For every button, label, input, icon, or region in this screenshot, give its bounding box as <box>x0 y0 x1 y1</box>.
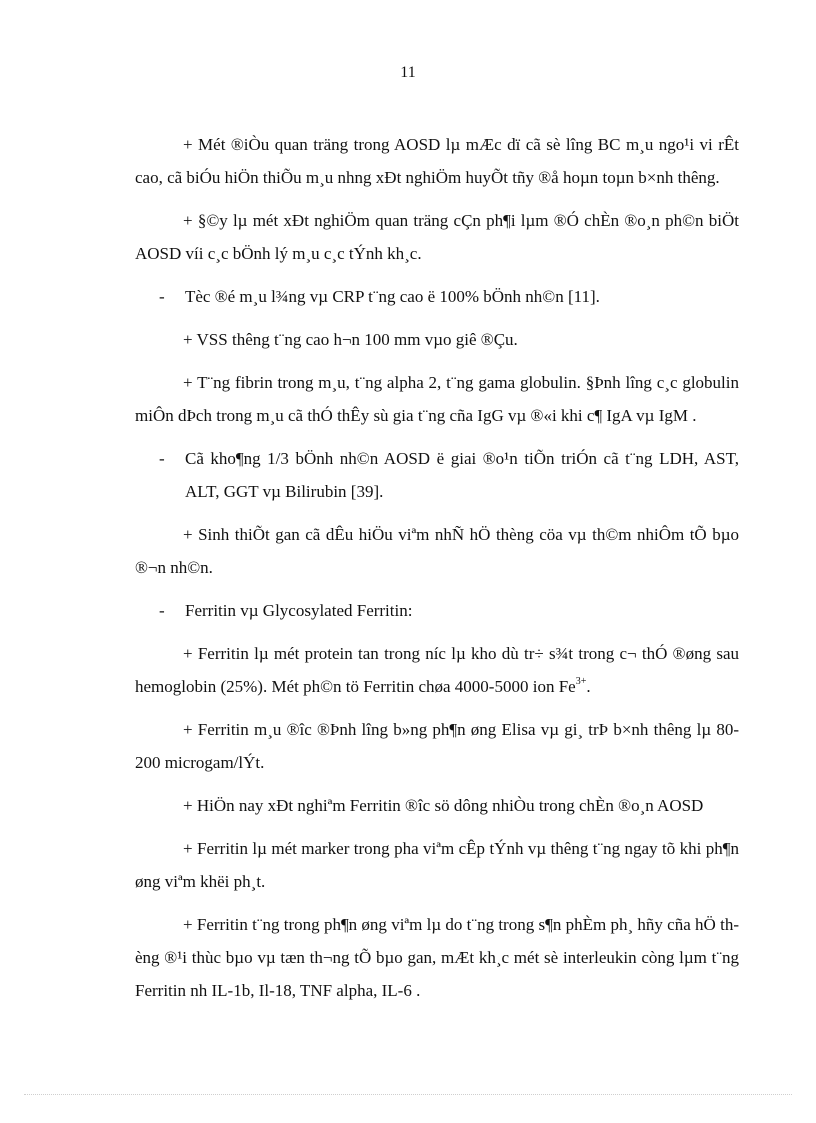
bullet-item <box>135 280 739 313</box>
paragraph-tail: . <box>586 677 591 696</box>
paragraph <box>135 637 739 703</box>
paragraph: + T¨ng fibrin trong m¸u, t¨ng alpha 2, t¨ng gama globulin. §Þnh lîng c¸c globulin miÔn dÞch trong m¸u cã thÓ thÊy sù gia t¨ng cña IgG vµ ®«i khi c¶ IgA vµ IgM . <box>135 373 739 425</box>
paragraph: + VSS thêng t¨ng cao h¬n 100 mm vµo giê ®Çu. <box>183 330 518 349</box>
bullet-text: Tèc ®é m¸u l¾ng vµ CRP t¨ng cao ë 100% bÖnh nh©n [11]. <box>185 287 600 306</box>
bullet-item <box>135 442 739 508</box>
paragraph: + Ferritin t¨ng trong ph¶n øng viªm lµ do t¨ng trong s¶n phÈm ph¸ hñy cña hÖ thèng ®¹i thùc bµo vµ tæn th¬ng tÕ bµo gan, mÆt kh¸c mét sè interleukin còng lµm t¨ng Ferritin nh IL-1b, Il-18, TNF alpha, IL-6 . <box>135 915 739 1000</box>
document-body <box>135 128 739 1017</box>
page-number: 11 <box>400 64 416 81</box>
bullet-item <box>135 594 739 627</box>
bullet-text: Ferritin vµ Glycosylated Ferritin: <box>185 601 413 620</box>
bullet-dash: - <box>159 287 165 306</box>
bullet-text: Cã kho¶ng 1/3 bÖnh nh©n AOSD ë giai ®o¹n tiÕn triÓn cã t¨ng LDH, AST, ALT, GGT vµ Bilirubin [39]. <box>185 449 739 501</box>
paragraph: + Sinh thiÕt gan cã dÊu hiÖu viªm nhÑ hÖ thèng cöa vµ th©m nhiÔm tÕ bµo ®¬n nh©n. <box>135 525 739 577</box>
footer-divider <box>24 1094 792 1095</box>
paragraph: + Ferritin lµ mét marker trong pha viªm cÊp tÝnh vµ thêng t¨ng ngay tõ khi ph¶n øng viªm khëi ph¸t. <box>135 839 739 891</box>
paragraph: + Mét ®iÒu quan träng trong AOSD lµ mÆc dï cã sè lîng BC m¸u ngo¹i vi rÊt cao, cã biÓu hiÖn thiÕu m¸u nhng xÐt nghiÖm huyÕt tñy ®å hoµn toµn b×nh thêng. <box>135 135 739 187</box>
bullet-dash: - <box>159 601 165 620</box>
bullet-dash: - <box>159 449 165 468</box>
paragraph: + §©y lµ mét xÐt nghiÖm quan träng cÇn ph¶i lµm ®Ó chÈn ®o¸n ph©n biÖt AOSD víi c¸c bÖnh lý m¸u c¸c tÝnh kh¸c. <box>135 211 739 263</box>
superscript: 3+ <box>575 676 587 687</box>
paragraph: + Ferritin m¸u ®îc ®Þnh lîng b»ng ph¶n øng Elisa vµ gi¸ trÞ b×nh thêng lµ 80-200 microgam/lÝt. <box>135 720 739 772</box>
paragraph: + HiÖn nay xÐt nghiªm Ferritin ®îc sö dông nhiÒu trong chÈn ®o¸n AOSD <box>183 796 704 815</box>
paragraph-text: + Ferritin lµ mét protein tan trong níc lµ kho dù tr÷ s¾t trong c¬ thÓ ®øng sau hemoglobin (25%). Mét ph©n tö Ferritin chøa 4000-5000 ion Fe <box>135 644 739 696</box>
